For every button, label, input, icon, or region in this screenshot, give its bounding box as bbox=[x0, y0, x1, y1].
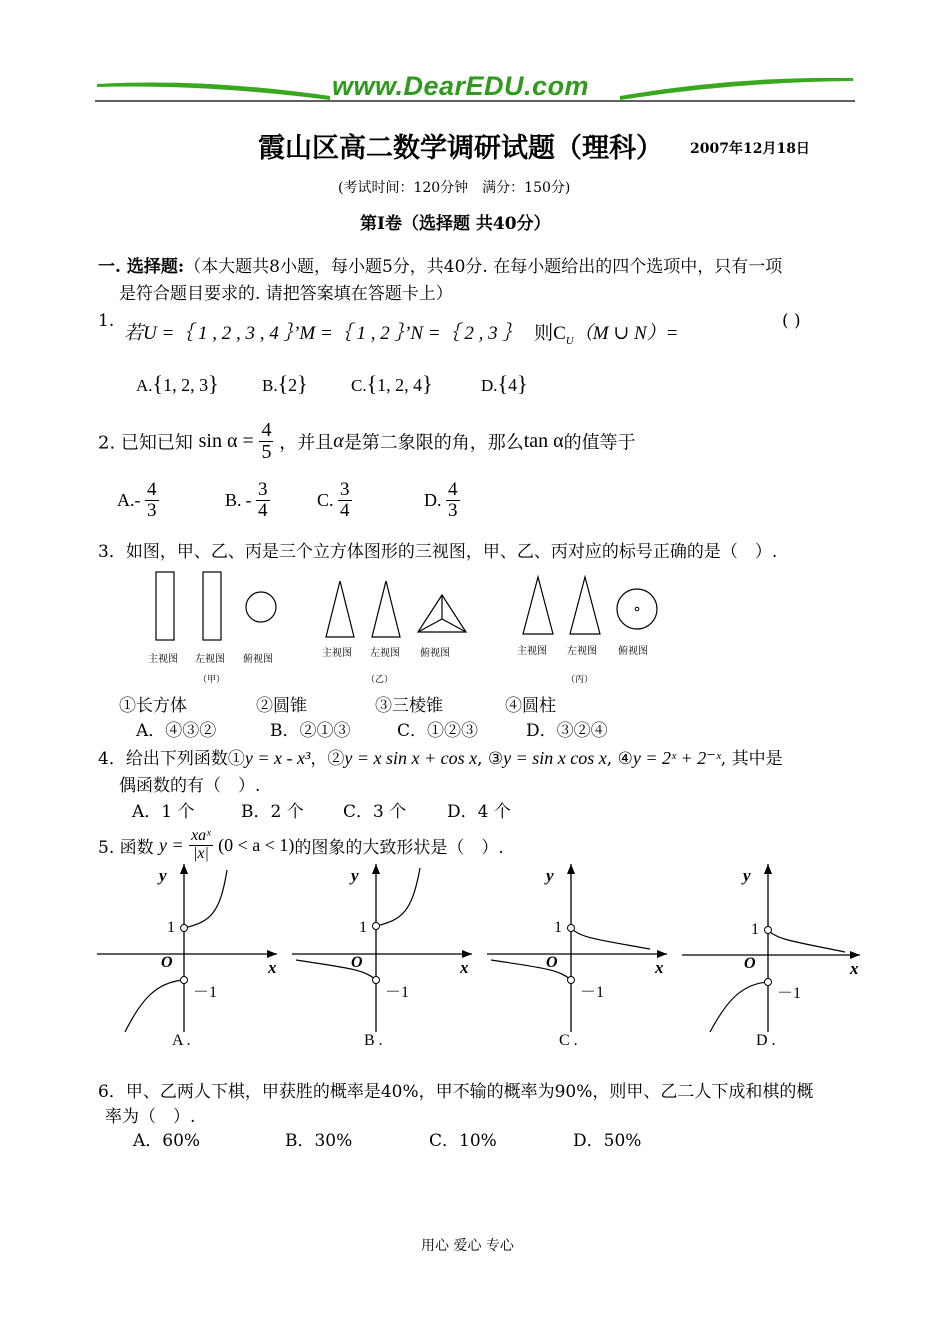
jia-top-label: 俯视图 bbox=[243, 654, 273, 665]
q3-three-views-figure bbox=[140, 565, 680, 650]
q4-f1: y = x - x³ bbox=[244, 748, 311, 768]
q1-option-b-value: 2 bbox=[288, 375, 298, 395]
brace-icon: } bbox=[422, 371, 433, 396]
yi-front-view bbox=[326, 581, 354, 637]
q1-stem bbox=[124, 318, 679, 347]
q6-stem-line2: 率为（ ）. bbox=[105, 1107, 196, 1127]
graph-a-y-label: y bbox=[159, 866, 167, 885]
q4-stem-d: , ④ bbox=[606, 749, 633, 769]
q3-shape-1: ①长方体 bbox=[119, 696, 187, 716]
q4-option-c: C．3 个 bbox=[343, 802, 407, 822]
graph-b-tick-pos: 1 bbox=[359, 919, 367, 936]
q6-stem-line1: 6．甲、乙两人下棋，甲获胜的概率是40%，甲不输的概率为90%，则甲、乙二人下成和棋的概 bbox=[98, 1082, 814, 1102]
q2-option-d-frac bbox=[446, 480, 460, 521]
graph-a-x-label: x bbox=[268, 958, 277, 977]
q1-option-a-value: 1, 2, 3 bbox=[163, 375, 209, 395]
brace-icon: } bbox=[517, 371, 528, 396]
jia-side-view bbox=[203, 572, 221, 640]
q5-y-eq: y = bbox=[159, 834, 184, 855]
graph-d-tick-neg: －1 bbox=[777, 985, 802, 1002]
graph-d-y-label: y bbox=[743, 866, 751, 885]
q1-paren: ( ) bbox=[782, 311, 801, 331]
q2-option-d-label: D. bbox=[424, 489, 442, 510]
graph-b-x-label: x bbox=[460, 958, 469, 977]
brace-icon: { bbox=[152, 371, 164, 396]
bing-top-view bbox=[617, 589, 657, 629]
yi-front-label: 主视图 bbox=[322, 648, 352, 659]
q2-option-c-label: C. bbox=[317, 489, 334, 510]
bing-front-label: 主视图 bbox=[517, 646, 547, 657]
graph-d-x-label: x bbox=[850, 959, 859, 978]
q2-fraction bbox=[259, 420, 273, 463]
q5-stem-b: 的图象的大致形状是（ ）. bbox=[294, 837, 504, 858]
q1-stem-a: 若U =｛ 1 , 2 , 3 , 4 ｝ bbox=[124, 323, 294, 344]
graph-c-origin: O bbox=[546, 954, 558, 971]
q2-option-b-num: 3 bbox=[258, 479, 268, 500]
graph-d-plot bbox=[680, 862, 865, 1032]
q3-option-c: C．①②③ bbox=[397, 721, 479, 741]
yi-side-label: 左视图 bbox=[370, 648, 400, 659]
exam-date: 2007年12月18日 bbox=[690, 141, 810, 157]
group-label-bing: （丙） bbox=[566, 675, 594, 685]
q5-fraction bbox=[189, 828, 213, 863]
section-title: 第Ⅰ卷（选择题 共40分） bbox=[360, 214, 551, 234]
page-title: 霞山区高二数学调研试题（理科） bbox=[258, 133, 663, 164]
q6-option-c: C．10% bbox=[429, 1131, 497, 1151]
q1-option-b bbox=[262, 371, 308, 397]
q4-f2: y = x sin x + cos x bbox=[344, 748, 478, 768]
q1-stem-c: ’N =｛ 2 , 3 ｝ bbox=[404, 323, 522, 344]
bing-top-label: 俯视图 bbox=[618, 646, 648, 657]
q2-frac-num: 4 bbox=[261, 419, 272, 441]
graph-c-x-label: x bbox=[655, 958, 664, 977]
bing-side-label: 左视图 bbox=[567, 646, 597, 657]
jia-front-view bbox=[156, 572, 174, 640]
group-label-jia: （甲） bbox=[198, 675, 226, 685]
q2-stem-b: ，并且 bbox=[279, 432, 334, 454]
yi-side-view bbox=[372, 581, 400, 637]
q2-option-c-frac bbox=[338, 480, 352, 521]
q1-stem-d: 则C bbox=[534, 323, 566, 344]
graph-a-tick-pos: 1 bbox=[167, 919, 175, 936]
graph-b-origin: O bbox=[351, 954, 363, 971]
q5-condition: (0 < a < 1) bbox=[218, 834, 295, 855]
q2-option-b-den: 4 bbox=[258, 499, 268, 521]
graph-c-label: C . bbox=[559, 1032, 578, 1049]
q6-option-a: A．60% bbox=[133, 1131, 201, 1151]
instruction-line2: 是符合题目要求的. 请把答案填在答题卡上） bbox=[119, 284, 453, 304]
q2-frac-den: 5 bbox=[261, 441, 272, 463]
q2-option-c-den: 4 bbox=[340, 499, 350, 521]
exam-info: (考试时间：120分钟 满分：150分) bbox=[338, 180, 571, 196]
q2-option-d bbox=[424, 480, 460, 521]
graph-d bbox=[680, 862, 865, 1049]
header-banner bbox=[95, 70, 855, 104]
q4-stem bbox=[98, 744, 783, 769]
q2-stem bbox=[98, 420, 636, 463]
brace-icon: { bbox=[497, 371, 509, 396]
graph-a-label: A . bbox=[172, 1032, 191, 1049]
q2-option-a bbox=[117, 480, 159, 521]
jia-front-label: 主视图 bbox=[148, 654, 178, 665]
q4-f4: y = 2ˣ + 2⁻ˣ bbox=[632, 748, 721, 768]
q4-option-a: A．1 个 bbox=[132, 802, 195, 822]
q3-shape-3: ③三棱锥 bbox=[375, 696, 443, 716]
graph-b bbox=[290, 862, 475, 1049]
q2-option-c bbox=[317, 480, 352, 521]
graph-b-plot bbox=[290, 862, 475, 1032]
yi-top-label: 俯视图 bbox=[420, 648, 450, 659]
graph-d-label: D . bbox=[756, 1032, 776, 1049]
instruction-line1: （本大题共8小题，每小题5分，共40分. 在每小题给出的四个选项中，只有一项 bbox=[184, 257, 783, 277]
q2-option-a-den: 3 bbox=[147, 499, 157, 521]
q3-option-a: A．④③② bbox=[136, 721, 217, 741]
graph-a-plot bbox=[95, 862, 280, 1032]
bing-front-view bbox=[523, 577, 553, 634]
graph-a-origin: O bbox=[161, 954, 173, 971]
graph-a bbox=[95, 862, 280, 1049]
q1-option-a-label: A. bbox=[136, 376, 153, 395]
q1-option-d-label: D. bbox=[481, 376, 498, 395]
page-footer: 用心 爱心 专心 bbox=[421, 1238, 514, 1254]
bing-top-view-center bbox=[635, 607, 639, 611]
jia-top-view bbox=[246, 592, 276, 622]
graph-c-y-label: y bbox=[546, 866, 554, 885]
graph-d-origin: O bbox=[744, 955, 756, 972]
q1-stem-b: ’M =｛ 1 , 2 ｝ bbox=[293, 323, 405, 344]
q2-option-c-num: 3 bbox=[340, 479, 350, 500]
q1-option-a bbox=[136, 371, 219, 397]
q4-stem-line2: 偶函数的有（ ）. bbox=[119, 776, 261, 796]
bing-side-view bbox=[570, 577, 600, 634]
q2-option-a-frac bbox=[145, 480, 159, 521]
q2-stem-c: 是第二象限的角，那么 bbox=[343, 432, 524, 454]
q2-stem-d: 的值等于 bbox=[563, 432, 636, 454]
q4-stem-e: , 其中是 bbox=[720, 749, 783, 769]
q1-stem-e: （M ∪ N）= bbox=[573, 323, 679, 344]
q1-number: 1. bbox=[98, 311, 115, 331]
q1-option-c bbox=[351, 371, 433, 397]
q5-frac-den: |x| bbox=[192, 844, 209, 862]
q1-option-b-label: B. bbox=[262, 376, 278, 395]
q2-option-b bbox=[225, 480, 270, 521]
q5-stem bbox=[98, 828, 504, 863]
brace-icon: } bbox=[208, 371, 219, 396]
q2-alpha: α bbox=[333, 430, 344, 452]
graph-c-tick-pos: 1 bbox=[554, 919, 562, 936]
graph-c-plot bbox=[485, 862, 670, 1032]
q2-sin: sin α = bbox=[198, 430, 254, 452]
brace-icon: { bbox=[277, 371, 289, 396]
q5-stem-a: 5. 函数 bbox=[98, 837, 154, 858]
group-label-yi: （乙） bbox=[366, 675, 394, 685]
q6-option-d: D．50% bbox=[573, 1131, 642, 1151]
graph-b-label: B . bbox=[364, 1032, 383, 1049]
part-instructions bbox=[98, 252, 782, 277]
graph-a-tick-neg: －1 bbox=[193, 984, 218, 1001]
q2-option-b-label: B. bbox=[225, 489, 242, 510]
q6-option-b: B．30% bbox=[285, 1131, 353, 1151]
q3-stem: 3．如图，甲、乙、丙是三个立方体图形的三视图，甲、乙、丙对应的标号正确的是（ ）. bbox=[98, 542, 778, 562]
graph-d-tick-pos: 1 bbox=[751, 921, 759, 938]
site-logo: www.DearEDU.com bbox=[332, 71, 590, 101]
q4-stem-b: ，② bbox=[310, 749, 345, 769]
q4-f3: y = sin x cos x bbox=[503, 748, 607, 768]
brace-icon: } bbox=[297, 371, 308, 396]
q1-option-d bbox=[481, 371, 528, 397]
q4-stem-c: , ③ bbox=[477, 749, 504, 769]
q3-option-b: B．②①③ bbox=[270, 721, 351, 741]
q2-option-a-sign: - bbox=[134, 489, 141, 510]
q2-tan: tan α bbox=[523, 430, 564, 452]
q5-frac-num: xaˣ bbox=[191, 827, 211, 844]
q2-option-d-num: 4 bbox=[448, 479, 458, 500]
q2-option-a-label: A. bbox=[117, 489, 135, 510]
q1-stem-sub: U bbox=[565, 334, 574, 347]
q1-option-c-label: C. bbox=[351, 376, 367, 395]
q4-option-d: D．4 个 bbox=[447, 802, 511, 822]
q1-option-c-value: 1, 2, 4 bbox=[377, 375, 423, 395]
q2-option-b-sign: - bbox=[245, 489, 252, 510]
q2-option-a-num: 4 bbox=[147, 479, 157, 500]
graph-c-tick-neg: －1 bbox=[580, 984, 605, 1001]
brace-icon: { bbox=[366, 371, 378, 396]
jia-side-label: 左视图 bbox=[195, 654, 225, 665]
graph-c bbox=[485, 862, 670, 1049]
q2-option-b-frac bbox=[256, 480, 270, 521]
part-label: 一. 选择题: bbox=[98, 257, 185, 277]
q2-stem-a: 2. 已知已知 bbox=[98, 432, 193, 454]
q3-shape-2: ②圆锥 bbox=[256, 696, 307, 716]
q1-option-d-value: 4 bbox=[508, 375, 518, 395]
graph-b-y-label: y bbox=[351, 866, 359, 885]
q4-stem-a: 4．给出下列函数① bbox=[98, 749, 245, 769]
q3-option-d: D．③②④ bbox=[526, 721, 608, 741]
q3-shape-4: ④圆柱 bbox=[505, 696, 556, 716]
q4-option-b: B．2 个 bbox=[241, 802, 304, 822]
q2-option-d-den: 3 bbox=[448, 499, 458, 521]
graph-b-tick-neg: －1 bbox=[385, 984, 410, 1001]
